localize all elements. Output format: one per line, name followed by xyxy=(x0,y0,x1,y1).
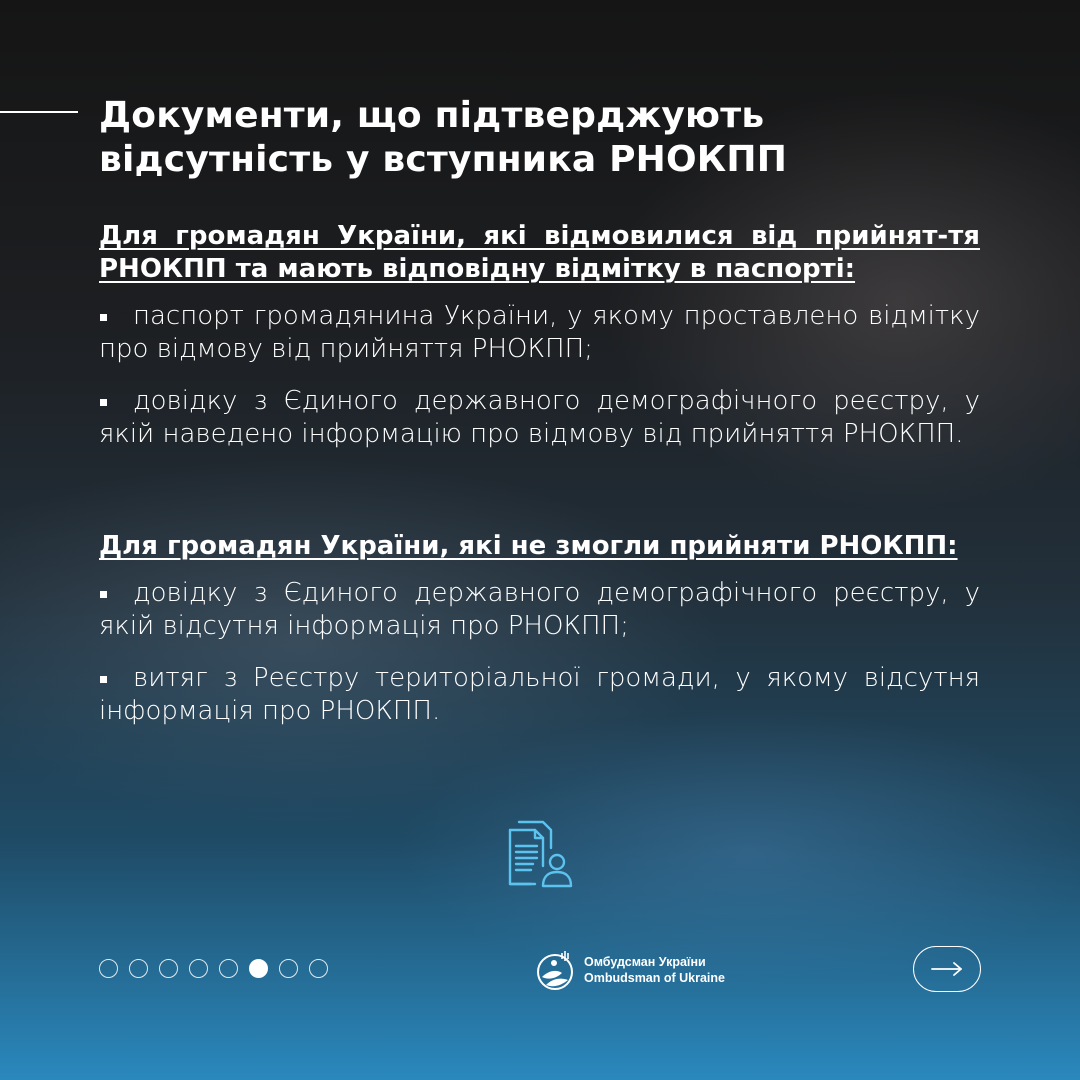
arrow-right-icon xyxy=(930,961,964,977)
logo-line-ukrainian: Омбудсман України xyxy=(584,955,706,969)
list-item xyxy=(99,577,980,643)
list-item-text: паспорт громадянина України, у якому проставлено відмітку про відмову від прийняття РНОКПП; xyxy=(99,301,980,364)
list-item-text: довідку з Єдиного державного демографічного реєстру, у якій відсутня інформація про РНОКПП; xyxy=(99,578,980,641)
page-dot[interactable] xyxy=(219,959,238,978)
list-item xyxy=(99,385,980,451)
page-dot[interactable] xyxy=(129,959,148,978)
top-rule-decoration xyxy=(0,111,78,113)
bullet-icon xyxy=(100,676,107,683)
bullet-icon xyxy=(100,591,107,598)
section-heading: Для громадян України, які відмовилися від прийнят-тя РНОКПП та мають відповідну відмітку в паспорті: xyxy=(99,221,980,284)
section-heading: Для громадян України, які не змогли прийняти РНОКПП: xyxy=(99,531,958,561)
document-list xyxy=(99,300,980,451)
page-dot[interactable] xyxy=(279,959,298,978)
list-item xyxy=(99,300,980,366)
list-item-text: довідку з Єдиного державного демографічного реєстру, у якій наведено інформацію про відмову від прийняття РНОКПП. xyxy=(99,386,980,449)
section-unable xyxy=(99,530,980,747)
ombudsman-logo xyxy=(532,947,725,993)
page-dot[interactable] xyxy=(189,959,208,978)
page-title: Документи, що підтверджують відсутність у вступника РНОКПП xyxy=(99,95,788,180)
page-dot[interactable] xyxy=(159,959,178,978)
bullet-icon xyxy=(100,314,107,321)
page-dot-active[interactable] xyxy=(249,959,268,978)
list-item xyxy=(99,662,980,728)
logo-text xyxy=(584,954,725,986)
ombudsman-emblem-icon xyxy=(532,947,578,993)
page-dot[interactable] xyxy=(309,959,328,978)
list-item-text: витяг з Реєстру територіальної громади, у якому відсутня інформація про РНОКПП. xyxy=(99,663,980,726)
bullet-icon xyxy=(100,399,107,406)
section-refused xyxy=(99,220,980,470)
document-with-person-icon xyxy=(505,818,575,890)
pagination-dots xyxy=(99,959,328,978)
document-list xyxy=(99,577,980,728)
page-dot[interactable] xyxy=(99,959,118,978)
next-slide-button[interactable] xyxy=(913,946,981,992)
logo-line-english: Ombudsman of Ukraine xyxy=(584,971,725,985)
